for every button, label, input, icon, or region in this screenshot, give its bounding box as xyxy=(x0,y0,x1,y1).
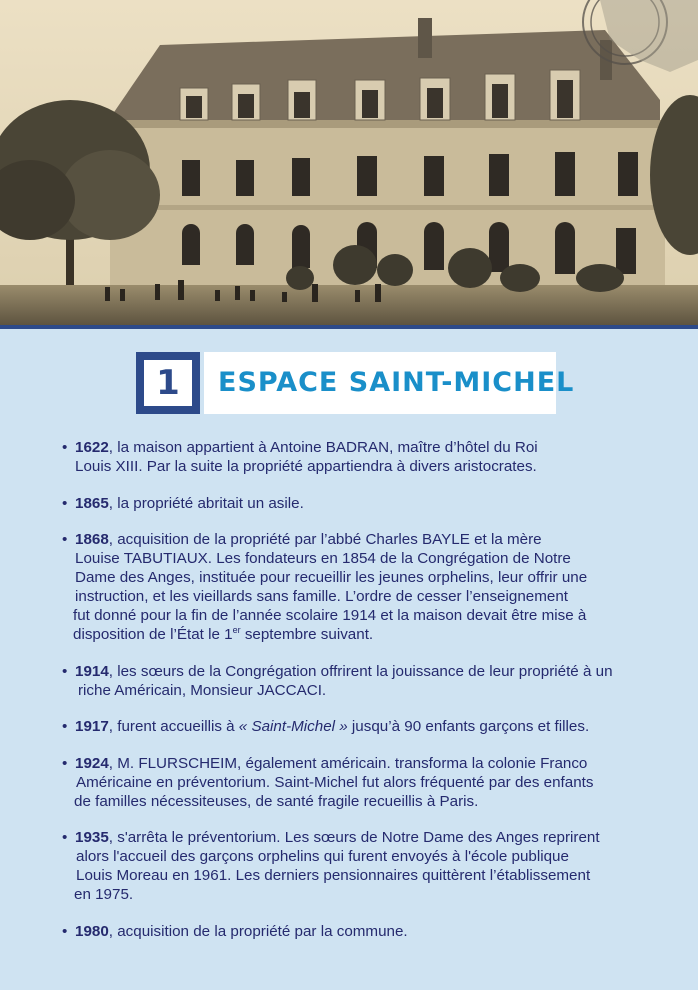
entry-text: fut donné pour la fin de l’année scolaire 1914 et la maison devait être mise à xyxy=(73,607,587,624)
timeline-entry-1980 xyxy=(62,922,662,941)
section-title-bar xyxy=(204,352,575,414)
entry-text: jusqu’à 90 enfants garçons et filles. xyxy=(347,718,590,735)
entry-text: Louise TABUTIAUX. Les fondateurs en 1854 de la Congrégation de Notre xyxy=(75,550,571,567)
bullet-icon: • xyxy=(62,531,68,548)
bullet-icon: • xyxy=(62,829,68,846)
entry-text: septembre suivant. xyxy=(240,626,374,643)
historic-photo-saint-michel xyxy=(0,0,698,325)
timeline-entry-1622 xyxy=(62,438,662,476)
section-number: 1 xyxy=(156,363,180,403)
timeline-entry-1917 xyxy=(62,717,662,736)
entry-text: , les sœurs de la Congrégation offrirent la jouissance de leur propriété à un xyxy=(108,662,613,680)
entry-text: Américaine en préventorium. Saint-Michel fut alors fréquenté par des enfants xyxy=(76,773,594,791)
entry-year: 1935 xyxy=(75,829,109,846)
entry-text: de familles nécessiteuses, de santé fragile recueillis à Paris. xyxy=(74,792,479,810)
timeline-entry-1865 xyxy=(62,494,662,513)
bullet-icon: • xyxy=(62,494,68,512)
entry-year: 1980 xyxy=(75,922,109,940)
timeline-list xyxy=(62,438,662,958)
entry-text: en 1975. xyxy=(74,886,134,903)
entry-text: disposition de l’État le 1 xyxy=(73,626,233,643)
entry-year: 1917 xyxy=(75,718,109,735)
bullet-icon: • xyxy=(62,922,68,940)
entry-year: 1868 xyxy=(75,531,109,548)
entry-year: 1924 xyxy=(75,754,109,772)
entry-text: , la maison appartient à Antoine BADRAN, maître d’hôtel du Roi xyxy=(108,439,538,456)
timeline-entry-1924 xyxy=(62,754,662,811)
bullet-icon: • xyxy=(62,754,68,772)
entry-text: , furent accueillis à xyxy=(108,718,239,735)
entry-text: , M. FLURSCHEIM, également américain. transforma la colonie Franco xyxy=(108,754,588,772)
entry-text: Dame des Anges, instituée pour recueillir les jeunes orphelins, leur offrir une xyxy=(75,569,588,586)
superscript-er: er xyxy=(232,624,241,635)
timeline-entry-1868 xyxy=(62,530,662,644)
entry-text: instruction, et les vieillards sans famille. L’ordre de cesser l’enseignement xyxy=(75,588,568,605)
entry-text: Louis Moreau en 1961. Les derniers pensionnaires quittèrent l’établissement xyxy=(76,867,591,884)
entry-text: , la propriété abritait un asile. xyxy=(108,494,304,512)
timeline-entry-1914 xyxy=(62,662,662,700)
entry-year: 1622 xyxy=(75,439,109,456)
bullet-icon: • xyxy=(62,439,68,456)
entry-text: , acquisition de la propriété par l’abbé Charles BAYLE et la mère xyxy=(108,531,542,548)
bullet-icon: • xyxy=(62,718,68,735)
entry-text: , s'arrêta le préventorium. Les sœurs de Notre Dame des Anges reprirent xyxy=(108,829,600,846)
timeline-entry-1935 xyxy=(62,828,662,904)
entry-text: Louis XIII. Par la suite la propriété appartiendra à divers aristocrates. xyxy=(75,458,537,475)
section-number-box xyxy=(136,352,200,414)
bullet-icon: • xyxy=(62,662,68,680)
entry-text: riche Américain, Monsieur JACCACI. xyxy=(78,681,327,699)
photo-divider xyxy=(0,325,698,329)
entry-year: 1914 xyxy=(75,662,109,680)
entry-text: , acquisition de la propriété par la commune. xyxy=(108,922,408,940)
entry-year: 1865 xyxy=(75,494,109,512)
entry-quote: « Saint-Michel » xyxy=(238,718,348,735)
entry-text: alors l'accueil des garçons orphelins qui furent envoyés à l'école publique xyxy=(76,848,569,865)
section-title: ESPACE SAINT-MICHEL xyxy=(218,367,575,398)
